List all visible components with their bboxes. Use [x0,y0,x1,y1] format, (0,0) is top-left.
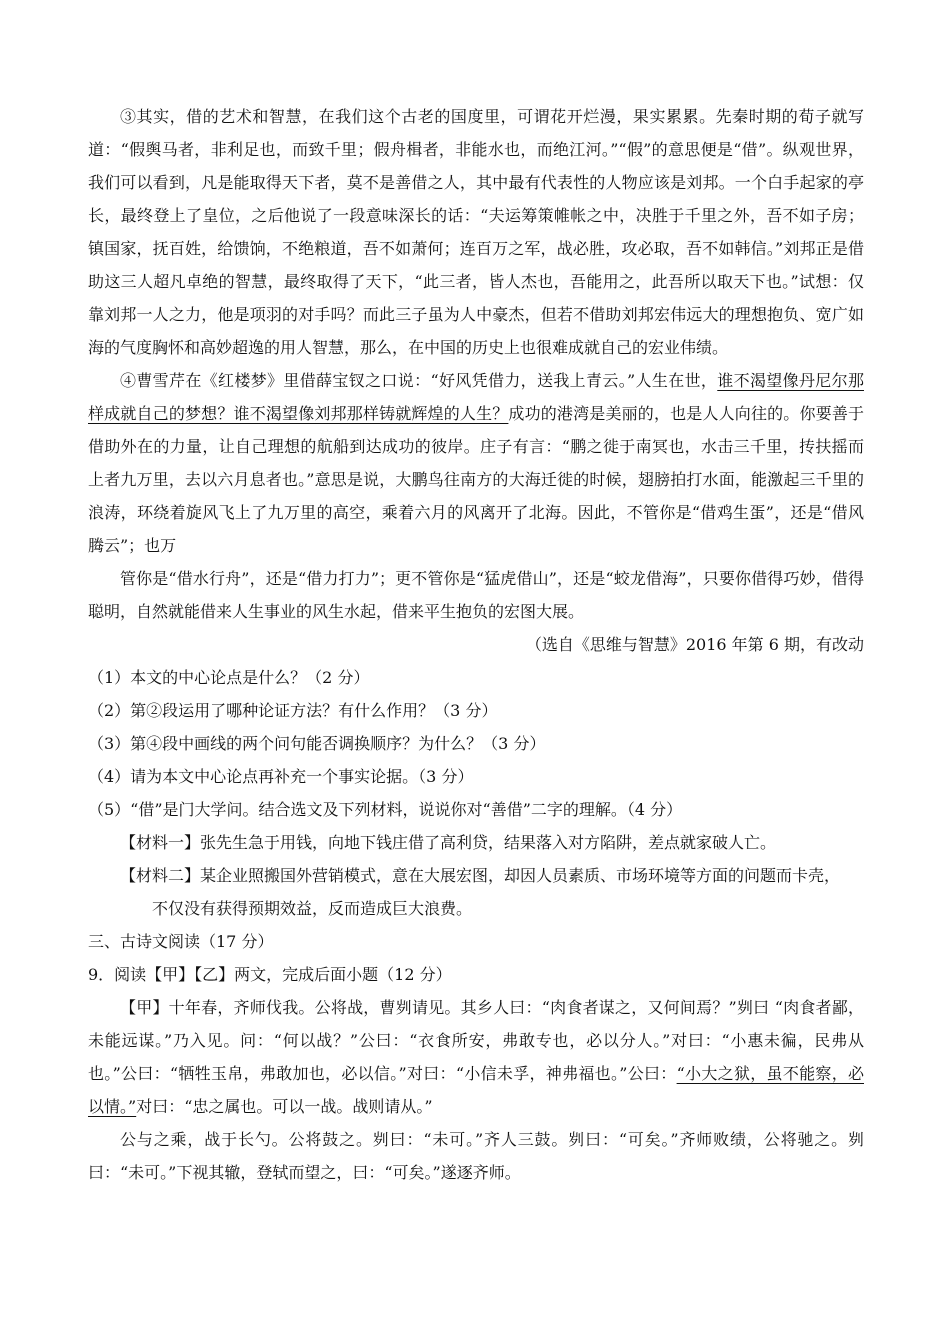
source-citation: （选自《思维与智慧》2016 年第 6 期，有改动 [525,635,864,654]
underlined-questions: 谁不渴望像丹尼尔那样成就自己的梦想？谁不渴望像刘邦那样铸就辉煌的人生？ [88,371,864,423]
paragraph-4 [88,364,864,562]
paragraph-5: 管你是“借水行舟”，还是“借力打力”；更不管你是“猛虎借山”，还是“蛟龙借海”，只要你借得巧妙，借得聪明，自然就能借来人生事业的风生水起，借来平生抱负的宏图大展。 [88,569,864,621]
passage-jia-1 [88,991,864,1123]
question-4: （4）请为本文中心论点再补充一个事实论据。（3 分） [88,767,474,786]
question-2: （2）第②段运用了哪种论证方法？有什么作用？（3 分） [88,701,498,720]
material-1: 【材料一】张先生急于用钱，向地下钱庄借了高利贷，结果落入对方陷阱，差点就家破人亡。 [120,833,777,852]
passage-jia-1-start: 【甲】十年春，齐师伐我。公将战，曹刿请见。其乡人曰：“肉食者谋之，又何间焉？”刿曰 “肉食者鄙，未能远谋。”乃入见。问：“何以战？”公曰：“衣食所安，弗敢专也，必以分人。”对曰：“小惠未徧，民弗从也。”公曰：“牺牲玉帛，弗敢加也，必以信。”对曰：“小信未孚，神弗福也。”公曰： [88,998,864,1083]
question-5: （5）“借”是门大学问。结合选文及下列材料，说说你对“善借”二字的理解。（4 分） [88,800,683,819]
paragraph-4-rest: 成功的港湾是美丽的，也是人人向往的。你要善于借助外在的力量，让自己理想的航船到达成功的彼岸。庄子有言：“鹏之徙于南冥也，水击三千里，抟扶摇而上者九万里，去以六月息者也。”意思是说，大鹏鸟往南方的大海迁徙的时候，翅膀拍打水面，能激起三千里的浪涛，环绕着旋风飞上了九万里的高空，乘着六月的风离开了北海。因此，不管你是“借鸡生蛋”，还是“借风腾云”；也万 [88,404,864,555]
paragraph-4-start: ④曹雪芹在《红楼梦》里借薛宝钗之口说：“好风凭借力，送我上青云。”人生在世， [120,371,718,390]
document-page [88,100,864,1189]
underlined-quote: “小大之狱，虽不能察，必以情。” [88,1064,864,1116]
paragraph-3: ③其实，借的艺术和智慧，在我们这个古老的国度里，可谓花开烂漫，果实累累。先秦时期的荀子就写道：“假舆马者，非利足也，而致千里；假舟楫者，非能水也，而绝江河。”“假”的意思便是“借”。纵观世界，我们可以看到，凡是能取得天下者，莫不是善借之人，其中最有代表性的人物应该是刘邦。一个白手起家的亭长，最终登上了皇位，之后他说了一段意味深长的话：“夫运筹策帷帐之中，决胜于千里之外，吾不如子房；镇国家，抚百姓，给馈饷，不绝粮道，吾不如萧何；连百万之军，战必胜，攻必取，吾不如韩信。”刘邦正是借助这三人超凡卓绝的智慧，最终取得了天下，“此三者，皆人杰也，吾能用之，此吾所以取天下也。”试想：仅靠刘邦一人之力，他是项羽的对手吗？而此三子虽为人中豪杰，但若不借助刘邦宏伟远大的理想抱负、宽广如海的气度胸怀和高妙超逸的用人智慧，那么，在中国的历史上也很难成就自己的宏业伟绩。 [88,107,864,357]
material-2: 【材料二】某企业照搬国外营销模式，意在大展宏图，却因人员素质、市场环境等方面的问题而卡壳， [120,866,841,885]
question-9: 9．阅读【甲】【乙】两文，完成后面小题（12 分） [88,965,452,984]
question-1: （1）本文的中心论点是什么？（2 分） [88,668,370,687]
question-3: （3）第④段中画线的两个问句能否调换顺序？为什么？（3 分） [88,734,546,753]
section-heading: 三、古诗文阅读（17 分） [88,932,274,951]
passage-jia-1-rest: 对曰：“忠之属也。可以一战。战则请从。” [136,1097,433,1116]
passage-jia-2: 公与之乘，战于长勺。公将鼓之。刿曰：“未可。”齐人三鼓。刿曰：“可矣。”齐师败绩，公将驰之。刿曰：“未可。”下视其辙，登轼而望之，曰：“可矣。”遂逐齐师。 [88,1130,864,1182]
material-2-continued: 不仅没有获得预期效益，反而造成巨大浪费。 [152,899,473,918]
